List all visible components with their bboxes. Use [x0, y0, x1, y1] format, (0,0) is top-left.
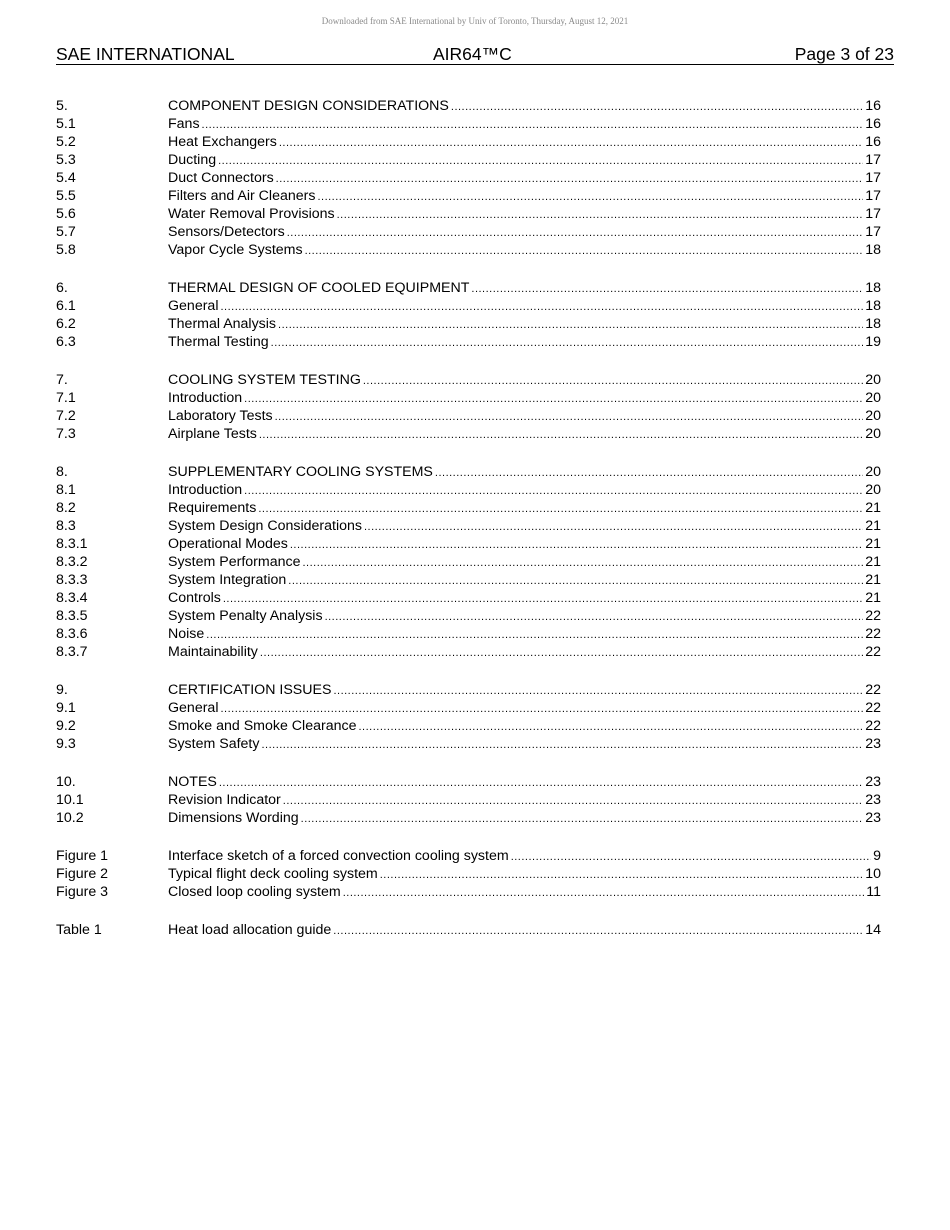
dot-leader — [202, 116, 864, 134]
toc-entry-number: 7.2 — [56, 408, 76, 424]
toc-entry-page: 18 — [865, 242, 881, 258]
toc-entry-number: 5.2 — [56, 134, 76, 150]
toc-entry-number: 5. — [56, 98, 68, 114]
dot-leader — [206, 626, 863, 644]
dot-leader — [337, 206, 864, 224]
toc-entry-number: 5.7 — [56, 224, 76, 240]
dot-leader — [220, 298, 863, 316]
dot-leader — [219, 774, 863, 792]
toc-entry-title: CERTIFICATION ISSUES — [168, 682, 332, 698]
toc-entry[interactable] — [56, 297, 881, 315]
toc-entry-number: 7.1 — [56, 390, 76, 406]
toc-entry[interactable] — [56, 643, 881, 661]
toc-entry[interactable] — [56, 205, 881, 223]
toc-entry-page: 18 — [865, 316, 881, 332]
toc-entry-number: 10. — [56, 774, 76, 790]
toc-entry-title: Filters and Air Cleaners — [168, 188, 316, 204]
toc-entry-number: 5.8 — [56, 242, 76, 258]
toc-entry-number: 10.2 — [56, 810, 84, 826]
dot-leader — [364, 518, 863, 536]
toc-entry[interactable] — [56, 517, 881, 535]
toc-entry-page: 20 — [865, 464, 881, 480]
dot-leader — [218, 152, 863, 170]
toc-entry-number: 5.6 — [56, 206, 76, 222]
toc-entry-title: Introduction — [168, 390, 243, 406]
toc-entry-number: 6.1 — [56, 298, 76, 314]
toc-entry-page: 20 — [865, 390, 881, 406]
toc-entry-page: 18 — [865, 280, 881, 296]
toc-entry-number: Figure 2 — [56, 866, 109, 882]
toc-entry-number: 9.3 — [56, 736, 76, 752]
toc-entry-title: Heat load allocation guide — [168, 922, 332, 938]
toc-entry[interactable] — [56, 371, 881, 389]
dot-leader — [244, 390, 863, 408]
section-gap — [56, 443, 881, 463]
toc-entry-page: 21 — [865, 500, 881, 516]
toc-entry-page: 21 — [865, 590, 881, 606]
toc-entry-title: Thermal Analysis — [168, 316, 277, 332]
toc-entry[interactable] — [56, 535, 881, 553]
toc-entry-title: Duct Connectors — [168, 170, 274, 186]
section-gap — [56, 259, 881, 279]
dot-leader — [278, 316, 863, 334]
header-document-id: AIR64™C — [433, 44, 512, 64]
toc-entry-title: System Safety — [168, 736, 260, 752]
toc-entry-title: NOTES — [168, 774, 217, 790]
toc-entry[interactable] — [56, 97, 881, 115]
toc-entry-number: 10.1 — [56, 792, 84, 808]
toc-entry-title: Water Removal Provisions — [168, 206, 335, 222]
toc-entry-page: 20 — [865, 482, 881, 498]
toc-entry-page: 14 — [865, 922, 881, 938]
toc-entry-title: Fans — [168, 116, 200, 132]
toc-entry[interactable] — [56, 187, 881, 205]
toc-entry[interactable] — [56, 809, 881, 827]
toc-entry-page: 23 — [865, 774, 881, 790]
toc-entry-title: Noise — [168, 626, 205, 642]
toc-entry-page: 23 — [865, 736, 881, 752]
toc-entry[interactable] — [56, 481, 881, 499]
toc-entry-title: Introduction — [168, 482, 243, 498]
section-gap — [56, 351, 881, 371]
toc-entry-page: 21 — [865, 554, 881, 570]
toc-entry-number: 6. — [56, 280, 68, 296]
toc-entry[interactable] — [56, 151, 881, 169]
toc-entry-page: 23 — [865, 810, 881, 826]
toc-entry[interactable] — [56, 847, 881, 865]
toc-entry[interactable] — [56, 241, 881, 259]
toc-entry-page: 22 — [865, 626, 881, 642]
toc-entry-page: 16 — [865, 116, 881, 132]
dot-leader — [511, 848, 871, 866]
toc-entry-title: System Performance — [168, 554, 301, 570]
toc-entry-title: Interface sketch of a forced convection cooling system — [168, 848, 509, 864]
dot-leader — [302, 554, 863, 572]
toc-entry[interactable] — [56, 773, 881, 791]
section-gap — [56, 901, 881, 921]
toc-entry-title: Smoke and Smoke Clearance — [168, 718, 357, 734]
toc-entry[interactable] — [56, 921, 881, 939]
toc-entry-page: 10 — [865, 866, 881, 882]
toc-entry-number: 5.4 — [56, 170, 76, 186]
toc-entry[interactable] — [56, 169, 881, 187]
toc-entry[interactable] — [56, 699, 881, 717]
toc-entry-number: 7.3 — [56, 426, 76, 442]
toc-entry-page: 16 — [865, 98, 881, 114]
toc-entry-number: 7. — [56, 372, 68, 388]
toc-entry[interactable] — [56, 499, 881, 517]
toc-entry[interactable] — [56, 425, 881, 443]
toc-entry-number: 8.3.3 — [56, 572, 88, 588]
toc-entry-title: System Design Considerations — [168, 518, 362, 534]
toc-entry[interactable] — [56, 223, 881, 241]
toc-entry-page: 22 — [865, 718, 881, 734]
toc-entry-title: COOLING SYSTEM TESTING — [168, 372, 361, 388]
header-page-number: Page 3 of 23 — [794, 44, 894, 64]
toc-entry-title: Sensors/Detectors — [168, 224, 285, 240]
dot-leader — [343, 884, 865, 902]
toc-entry[interactable] — [56, 717, 881, 735]
toc-entry-number: 6.3 — [56, 334, 76, 350]
toc-entry-number: Figure 3 — [56, 884, 109, 900]
table-of-contents — [56, 97, 881, 939]
toc-entry-page: 21 — [865, 518, 881, 534]
toc-entry-number: 5.5 — [56, 188, 76, 204]
toc-entry-page: 22 — [865, 644, 881, 660]
dot-leader — [435, 464, 863, 482]
toc-entry-number: 6.2 — [56, 316, 76, 332]
section-gap — [56, 827, 881, 847]
toc-entry-page: 18 — [865, 298, 881, 314]
toc-entry-title: Maintainability — [168, 644, 258, 660]
dot-leader — [258, 500, 863, 518]
toc-entry[interactable] — [56, 681, 881, 699]
toc-entry[interactable] — [56, 791, 881, 809]
toc-entry-number: 8.3.6 — [56, 626, 88, 642]
toc-entry-page: 22 — [865, 700, 881, 716]
toc-entry-page: 17 — [865, 224, 881, 240]
toc-entry-title: Airplane Tests — [168, 426, 257, 442]
dot-leader — [288, 572, 863, 590]
dot-leader — [290, 536, 863, 554]
dot-leader — [333, 682, 863, 700]
toc-entry-page: 17 — [865, 206, 881, 222]
dot-leader — [279, 134, 863, 152]
toc-entry-title: Requirements — [168, 500, 257, 516]
dot-leader — [275, 408, 864, 426]
toc-entry-number: 8.3.1 — [56, 536, 88, 552]
dot-leader — [451, 98, 863, 116]
toc-entry-title: Vapor Cycle Systems — [168, 242, 303, 258]
dot-leader — [317, 188, 863, 206]
toc-entry-page: 16 — [865, 134, 881, 150]
toc-entry-number: 8.3.5 — [56, 608, 88, 624]
toc-entry[interactable] — [56, 315, 881, 333]
toc-entry-page: 11 — [866, 884, 881, 900]
toc-entry-title: Dimensions Wording — [168, 810, 299, 826]
toc-entry-title: General — [168, 298, 219, 314]
dot-leader — [244, 482, 863, 500]
toc-entry-number: 8.3.2 — [56, 554, 88, 570]
toc-entry-title: Operational Modes — [168, 536, 288, 552]
dot-leader — [276, 170, 864, 188]
dot-leader — [259, 426, 863, 444]
toc-entry[interactable] — [56, 735, 881, 753]
toc-entry-page: 21 — [865, 572, 881, 588]
toc-entry[interactable] — [56, 133, 881, 151]
dot-leader — [325, 608, 864, 626]
toc-entry[interactable] — [56, 333, 881, 351]
toc-entry-number: 5.1 — [56, 116, 76, 132]
page-header — [56, 44, 894, 65]
section-gap — [56, 661, 881, 681]
toc-entry-number: Table 1 — [56, 922, 102, 938]
toc-entry-page: 19 — [865, 334, 881, 350]
toc-entry-number: 8.1 — [56, 482, 76, 498]
toc-entry-title: System Penalty Analysis — [168, 608, 323, 624]
dot-leader — [283, 792, 863, 810]
toc-entry-title: Closed loop cooling system — [168, 884, 341, 900]
toc-entry-page: 9 — [873, 848, 881, 864]
toc-entry-page: 20 — [865, 408, 881, 424]
toc-entry-number: 8.3 — [56, 518, 76, 534]
toc-entry-number: 8.3.7 — [56, 644, 88, 660]
toc-entry-page: 20 — [865, 426, 881, 442]
dot-leader — [220, 700, 863, 718]
toc-entry[interactable] — [56, 463, 881, 481]
toc-entry-title: Typical flight deck cooling system — [168, 866, 378, 882]
toc-entry-page: 17 — [865, 152, 881, 168]
dot-leader — [305, 242, 864, 260]
toc-entry-number: 9. — [56, 682, 68, 698]
toc-entry-title: Ducting — [168, 152, 217, 168]
dot-leader — [223, 590, 863, 608]
toc-entry-number: 9.2 — [56, 718, 76, 734]
toc-entry-title: Revision Indicator — [168, 792, 281, 808]
toc-entry-title: Controls — [168, 590, 221, 606]
dot-leader — [333, 922, 863, 940]
toc-entry[interactable] — [56, 865, 881, 883]
toc-entry-title: Heat Exchangers — [168, 134, 277, 150]
toc-entry-page: 22 — [865, 682, 881, 698]
toc-entry[interactable] — [56, 607, 881, 625]
header-publisher: SAE INTERNATIONAL — [56, 44, 235, 64]
toc-entry[interactable] — [56, 279, 881, 297]
toc-entry[interactable] — [56, 553, 881, 571]
toc-entry-number: 8.2 — [56, 500, 76, 516]
toc-entry[interactable] — [56, 407, 881, 425]
dot-leader — [287, 224, 864, 242]
dot-leader — [271, 334, 864, 352]
toc-entry-title: Thermal Testing — [168, 334, 269, 350]
toc-entry-page: 17 — [865, 170, 881, 186]
toc-entry-title: System Integration — [168, 572, 287, 588]
toc-entry[interactable] — [56, 883, 881, 901]
section-gap — [56, 753, 881, 773]
toc-entry-page: 21 — [865, 536, 881, 552]
toc-entry-number: 5.3 — [56, 152, 76, 168]
toc-entry[interactable] — [56, 389, 881, 407]
toc-entry-number: 8.3.4 — [56, 590, 88, 606]
dot-leader — [380, 866, 863, 884]
toc-entry-title: SUPPLEMENTARY COOLING SYSTEMS — [168, 464, 433, 480]
dot-leader — [471, 280, 863, 298]
dot-leader — [261, 736, 863, 754]
toc-entry-page: 20 — [865, 372, 881, 388]
toc-entry-title: THERMAL DESIGN OF COOLED EQUIPMENT — [168, 280, 470, 296]
toc-entry[interactable] — [56, 571, 881, 589]
toc-entry-number: 9.1 — [56, 700, 76, 716]
toc-entry-number: 8. — [56, 464, 68, 480]
download-watermark: Downloaded from SAE International by Univ of Toronto, Thursday, August 12, 2021 — [321, 16, 629, 26]
toc-entry[interactable] — [56, 115, 881, 133]
dot-leader — [260, 644, 863, 662]
toc-entry-page: 23 — [865, 792, 881, 808]
dot-leader — [363, 372, 863, 390]
toc-entry-page: 17 — [865, 188, 881, 204]
dot-leader — [358, 718, 863, 736]
toc-entry-title: Laboratory Tests — [168, 408, 273, 424]
toc-entry-page: 22 — [865, 608, 881, 624]
toc-entry-title: COMPONENT DESIGN CONSIDERATIONS — [168, 98, 449, 114]
toc-entry[interactable] — [56, 625, 881, 643]
toc-entry-number: Figure 1 — [56, 848, 109, 864]
toc-entry[interactable] — [56, 589, 881, 607]
toc-entry-title: General — [168, 700, 219, 716]
dot-leader — [301, 810, 864, 828]
